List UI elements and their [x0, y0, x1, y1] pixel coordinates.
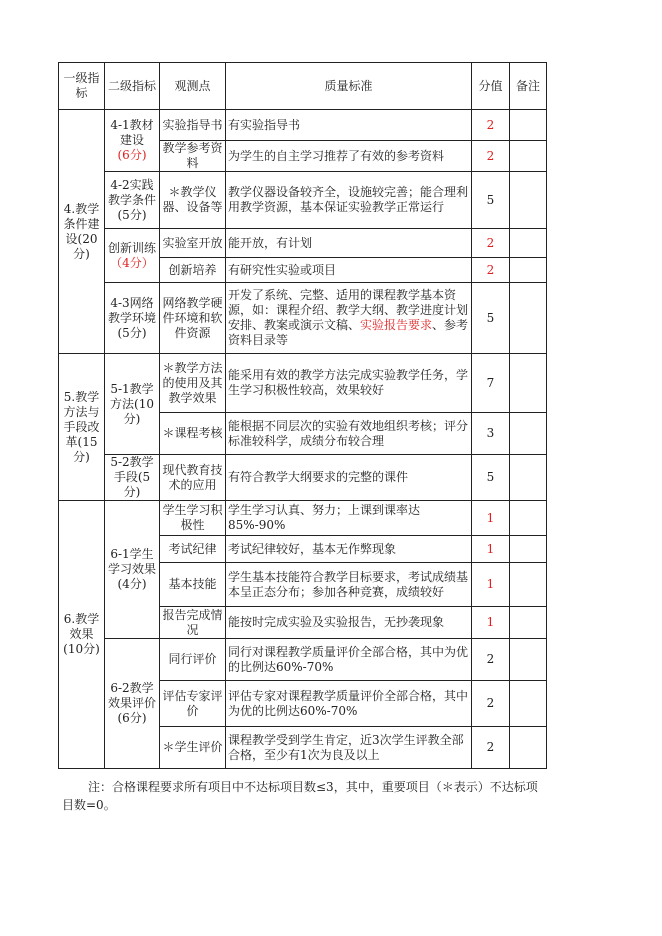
score-cell: 2: [472, 110, 510, 141]
level2-points: (6分): [117, 148, 147, 162]
level2-cell-4-2: 4-2实践教学条件(5分): [105, 172, 160, 229]
observation-cell: 创新培养: [160, 258, 226, 283]
remark-cell: [510, 607, 547, 639]
standard-cell: 课程教学受到学生肯定，近3次学生评教全部合格，至少有1次为良及以上: [226, 727, 472, 769]
standard-cell: 能根据不同层次的实验有效地组织考核；评分标准较科学，成绩分布较合理: [226, 413, 472, 455]
level2-cell-6-2: 6-2教学效果评价(6分): [105, 639, 160, 769]
level2-label: 创新训练: [107, 240, 156, 255]
footnote: 注：合格课程要求所有项目中不达标项目数≤3，其中，重要项目（＊表示）不达标项目数=0。: [62, 780, 538, 812]
remark-cell: [510, 639, 547, 681]
header-level2: 二级指标: [105, 63, 160, 110]
level1-cell-5: 5.教学方法与手段改革(15分): [59, 354, 105, 501]
observation-cell: ＊教学仪器、设备等: [160, 172, 226, 229]
header-standard: 质量标准: [226, 63, 472, 110]
score-cell: 1: [472, 501, 510, 536]
observation-cell: ＊教学方法的使用及其教学效果: [160, 354, 226, 413]
score-cell: 1: [472, 607, 510, 639]
remark-cell: [510, 354, 547, 413]
observation-cell: 实验室开放: [160, 229, 226, 258]
standard-cell: 同行对课程教学质量评价全部合格，其中为优的比例达60%-70%: [226, 639, 472, 681]
table-row: [59, 501, 547, 536]
observation-cell: ＊学生评价: [160, 727, 226, 769]
standard-cell: 有研究性实验或项目: [226, 258, 472, 283]
observation-cell: ＊课程考核: [160, 413, 226, 455]
standard-cell: 有实验指导书: [226, 110, 472, 141]
observation-cell: 基本技能: [160, 563, 226, 607]
header-row: [59, 63, 547, 110]
observation-cell: 实验指导书: [160, 110, 226, 141]
level2-cell-innovation: [105, 229, 160, 283]
level2-label: 4-1教材建设: [110, 118, 154, 147]
standard-cell: [226, 283, 472, 354]
remark-cell: [510, 172, 547, 229]
remark-cell: [510, 283, 547, 354]
level1-cell-6: 6.教学效果(10分): [59, 501, 105, 769]
standard-highlight: 实验报告要求: [360, 318, 433, 332]
standard-cell: 有符合教学大纲要求的完整的课件: [226, 455, 472, 501]
standard-cell: 学生学习认真、努力；上课到课率达85%-90%: [226, 501, 472, 536]
remark-cell: [510, 563, 547, 607]
observation-cell: 教学参考资料: [160, 141, 226, 172]
score-cell: 5: [472, 455, 510, 501]
header-score: 分值: [472, 63, 510, 110]
observation-cell: 报告完成情况: [160, 607, 226, 639]
observation-cell: 网络教学硬件环境和软件资源: [160, 283, 226, 354]
table-row: [59, 229, 547, 258]
observation-cell: 学生学习积极性: [160, 501, 226, 536]
remark-cell: [510, 536, 547, 563]
score-cell: 3: [472, 413, 510, 455]
level2-cell-5-2: 5-2教学手段(5分): [105, 455, 160, 501]
level2-cell-5-1: 5-1教学方法(10分): [105, 354, 160, 455]
score-cell: 2: [472, 258, 510, 283]
score-cell: 5: [472, 283, 510, 354]
table-row: [59, 455, 547, 501]
observation-cell: 评估专家评价: [160, 681, 226, 727]
level2-cell-4-1: [105, 110, 160, 172]
score-cell: 2: [472, 639, 510, 681]
standard-cell: 能采用有效的教学方法完成实验教学任务，学生学习积极性较高，效果较好: [226, 354, 472, 413]
table-row: [59, 639, 547, 681]
score-cell: 2: [472, 681, 510, 727]
level2-points: （4分）: [110, 255, 154, 270]
observation-cell: 现代教育技术的应用: [160, 455, 226, 501]
table-row: [59, 110, 547, 141]
standard-text: 开发了系统、完整、适用的课程教学基本资源，如：课程介绍、教学大纲、教学进度计划安排、教案或演示文稿、: [228, 288, 469, 332]
observation-cell: 考试纪律: [160, 536, 226, 563]
standard-cell: 能开放，有计划: [226, 229, 472, 258]
table-row: [59, 283, 547, 354]
header-level1: 一级指标: [59, 63, 105, 110]
standard-text: 、参考资料目录等: [228, 318, 469, 347]
quality-standard-table: [58, 62, 547, 769]
remark-cell: [510, 229, 547, 258]
standard-cell: 评估专家对课程教学质量评价全部合格，其中为优的比例达60%-70%: [226, 681, 472, 727]
remark-cell: [510, 501, 547, 536]
score-cell: 2: [472, 727, 510, 769]
remark-cell: [510, 258, 547, 283]
remark-cell: [510, 727, 547, 769]
score-cell: 5: [472, 172, 510, 229]
score-cell: 7: [472, 354, 510, 413]
level2-cell-6-1: 6-1学生学习效果(4分): [105, 501, 160, 639]
standard-cell: 能按时完成实验及实验报告，无抄袭现象: [226, 607, 472, 639]
observation-cell: 同行评价: [160, 639, 226, 681]
score-cell: 2: [472, 141, 510, 172]
level1-cell-4: 4.教学条件建设(20分): [59, 110, 105, 354]
remark-cell: [510, 141, 547, 172]
standard-cell: 学生基本技能符合教学目标要求，考试成绩基本呈正态分布；参加各种竞赛，成绩较好: [226, 563, 472, 607]
remark-cell: [510, 455, 547, 501]
standard-cell: 为学生的自主学习推荐了有效的参考资料: [226, 141, 472, 172]
header-remark: 备注: [510, 63, 547, 110]
score-cell: 1: [472, 563, 510, 607]
level2-cell-4-3: 4-3网络教学环境(5分): [105, 283, 160, 354]
standard-cell: 考试纪律较好，基本无作弊现象: [226, 536, 472, 563]
table-row: [59, 354, 547, 413]
score-cell: 2: [472, 229, 510, 258]
remark-cell: [510, 110, 547, 141]
score-cell: 1: [472, 536, 510, 563]
table-row: [59, 172, 547, 229]
standard-cell: 教学仪器设备较齐全，设施较完善；能合理利用教学资源，基本保证实验教学正常运行: [226, 172, 472, 229]
remark-cell: [510, 681, 547, 727]
remark-cell: [510, 413, 547, 455]
header-observation: 观测点: [160, 63, 226, 110]
